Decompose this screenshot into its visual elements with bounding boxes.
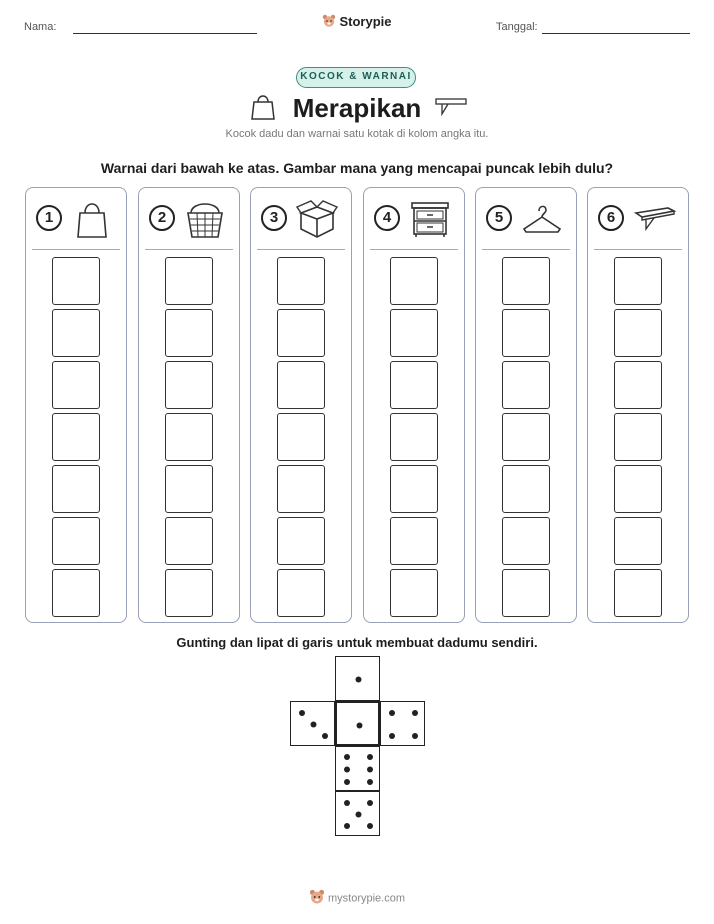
color-box[interactable] [165, 465, 213, 513]
name-label: Nama: [24, 21, 57, 33]
color-box[interactable] [502, 569, 550, 617]
column-number: 4 [374, 205, 400, 231]
brand-name: Storypie [339, 14, 392, 29]
color-box[interactable] [390, 257, 438, 305]
dice-face-5[interactable] [335, 791, 380, 836]
color-box[interactable] [614, 517, 662, 565]
page-title: Merapikan [292, 93, 422, 123]
color-box[interactable] [165, 517, 213, 565]
color-box[interactable] [390, 361, 438, 409]
column-3 [250, 187, 352, 623]
color-box[interactable] [277, 517, 325, 565]
color-box[interactable] [165, 309, 213, 357]
column-6 [587, 187, 689, 623]
shopping-bag-icon [70, 199, 114, 239]
dice-face-6[interactable] [335, 746, 380, 791]
footer [0, 889, 714, 908]
color-box[interactable] [502, 413, 550, 461]
color-box[interactable] [502, 309, 550, 357]
dice-face-4[interactable] [380, 701, 425, 746]
color-box[interactable] [277, 413, 325, 461]
color-box[interactable] [502, 465, 550, 513]
column-number: 5 [486, 205, 512, 231]
bear-icon [309, 889, 325, 908]
color-box[interactable] [390, 517, 438, 565]
color-box[interactable] [52, 257, 100, 305]
dice-face-1[interactable] [335, 656, 380, 701]
column-5 [475, 187, 577, 623]
color-box[interactable] [165, 569, 213, 617]
column-number: 2 [149, 205, 175, 231]
column-divider [482, 249, 570, 250]
name-line[interactable] [73, 33, 257, 34]
activity-badge: KOCOK & WARNAI [296, 67, 416, 88]
column-number: 3 [261, 205, 287, 231]
color-box[interactable] [502, 257, 550, 305]
column-4 [363, 187, 465, 623]
hanger-icon [520, 199, 564, 239]
color-box[interactable] [52, 309, 100, 357]
color-box[interactable] [614, 465, 662, 513]
color-box[interactable] [165, 413, 213, 461]
dice-face-3[interactable] [290, 701, 335, 746]
footer-url[interactable]: mystorypie.com [327, 892, 406, 905]
cut-instruction: Gunting dan lipat di garis untuk membuat dadumu sendiri. [176, 635, 538, 650]
page-subtitle: Kocok dadu dan warnai satu kotak di kolom angka itu. [225, 128, 489, 140]
color-box[interactable] [277, 569, 325, 617]
drawer-icon [408, 199, 452, 239]
color-box[interactable] [165, 361, 213, 409]
color-box[interactable] [52, 465, 100, 513]
column-divider [145, 249, 233, 250]
column-number: 6 [598, 205, 624, 231]
column-divider [370, 249, 458, 250]
color-box[interactable] [277, 465, 325, 513]
column-number: 1 [36, 205, 62, 231]
color-box[interactable] [52, 569, 100, 617]
color-box[interactable] [614, 413, 662, 461]
color-box[interactable] [614, 569, 662, 617]
color-box[interactable] [277, 361, 325, 409]
color-box[interactable] [277, 257, 325, 305]
color-box[interactable] [502, 361, 550, 409]
color-box[interactable] [52, 413, 100, 461]
box-icon [295, 199, 339, 239]
color-box[interactable] [52, 361, 100, 409]
brand-logo [0, 14, 714, 31]
shelf-title-icon [434, 96, 468, 123]
column-divider [594, 249, 682, 250]
column-divider [32, 249, 120, 250]
color-box[interactable] [390, 465, 438, 513]
color-box[interactable] [614, 361, 662, 409]
color-box[interactable] [165, 257, 213, 305]
color-box[interactable] [277, 309, 325, 357]
color-box[interactable] [52, 517, 100, 565]
color-box[interactable] [390, 413, 438, 461]
column-2 [138, 187, 240, 623]
color-box[interactable] [614, 257, 662, 305]
column-divider [257, 249, 345, 250]
color-box[interactable] [390, 569, 438, 617]
coloring-instruction: Warnai dari bawah ke atas. Gambar mana yang mencapai puncak lebih dulu? [100, 160, 614, 176]
shelf-icon [632, 199, 676, 239]
dice-face-1b[interactable] [335, 701, 380, 746]
column-1 [25, 187, 127, 623]
basket-icon [183, 199, 227, 239]
bear-icon [322, 14, 336, 31]
date-label: Tanggal: [496, 21, 538, 33]
date-line[interactable] [542, 33, 690, 34]
color-box[interactable] [614, 309, 662, 357]
color-box[interactable] [502, 517, 550, 565]
color-box[interactable] [390, 309, 438, 357]
